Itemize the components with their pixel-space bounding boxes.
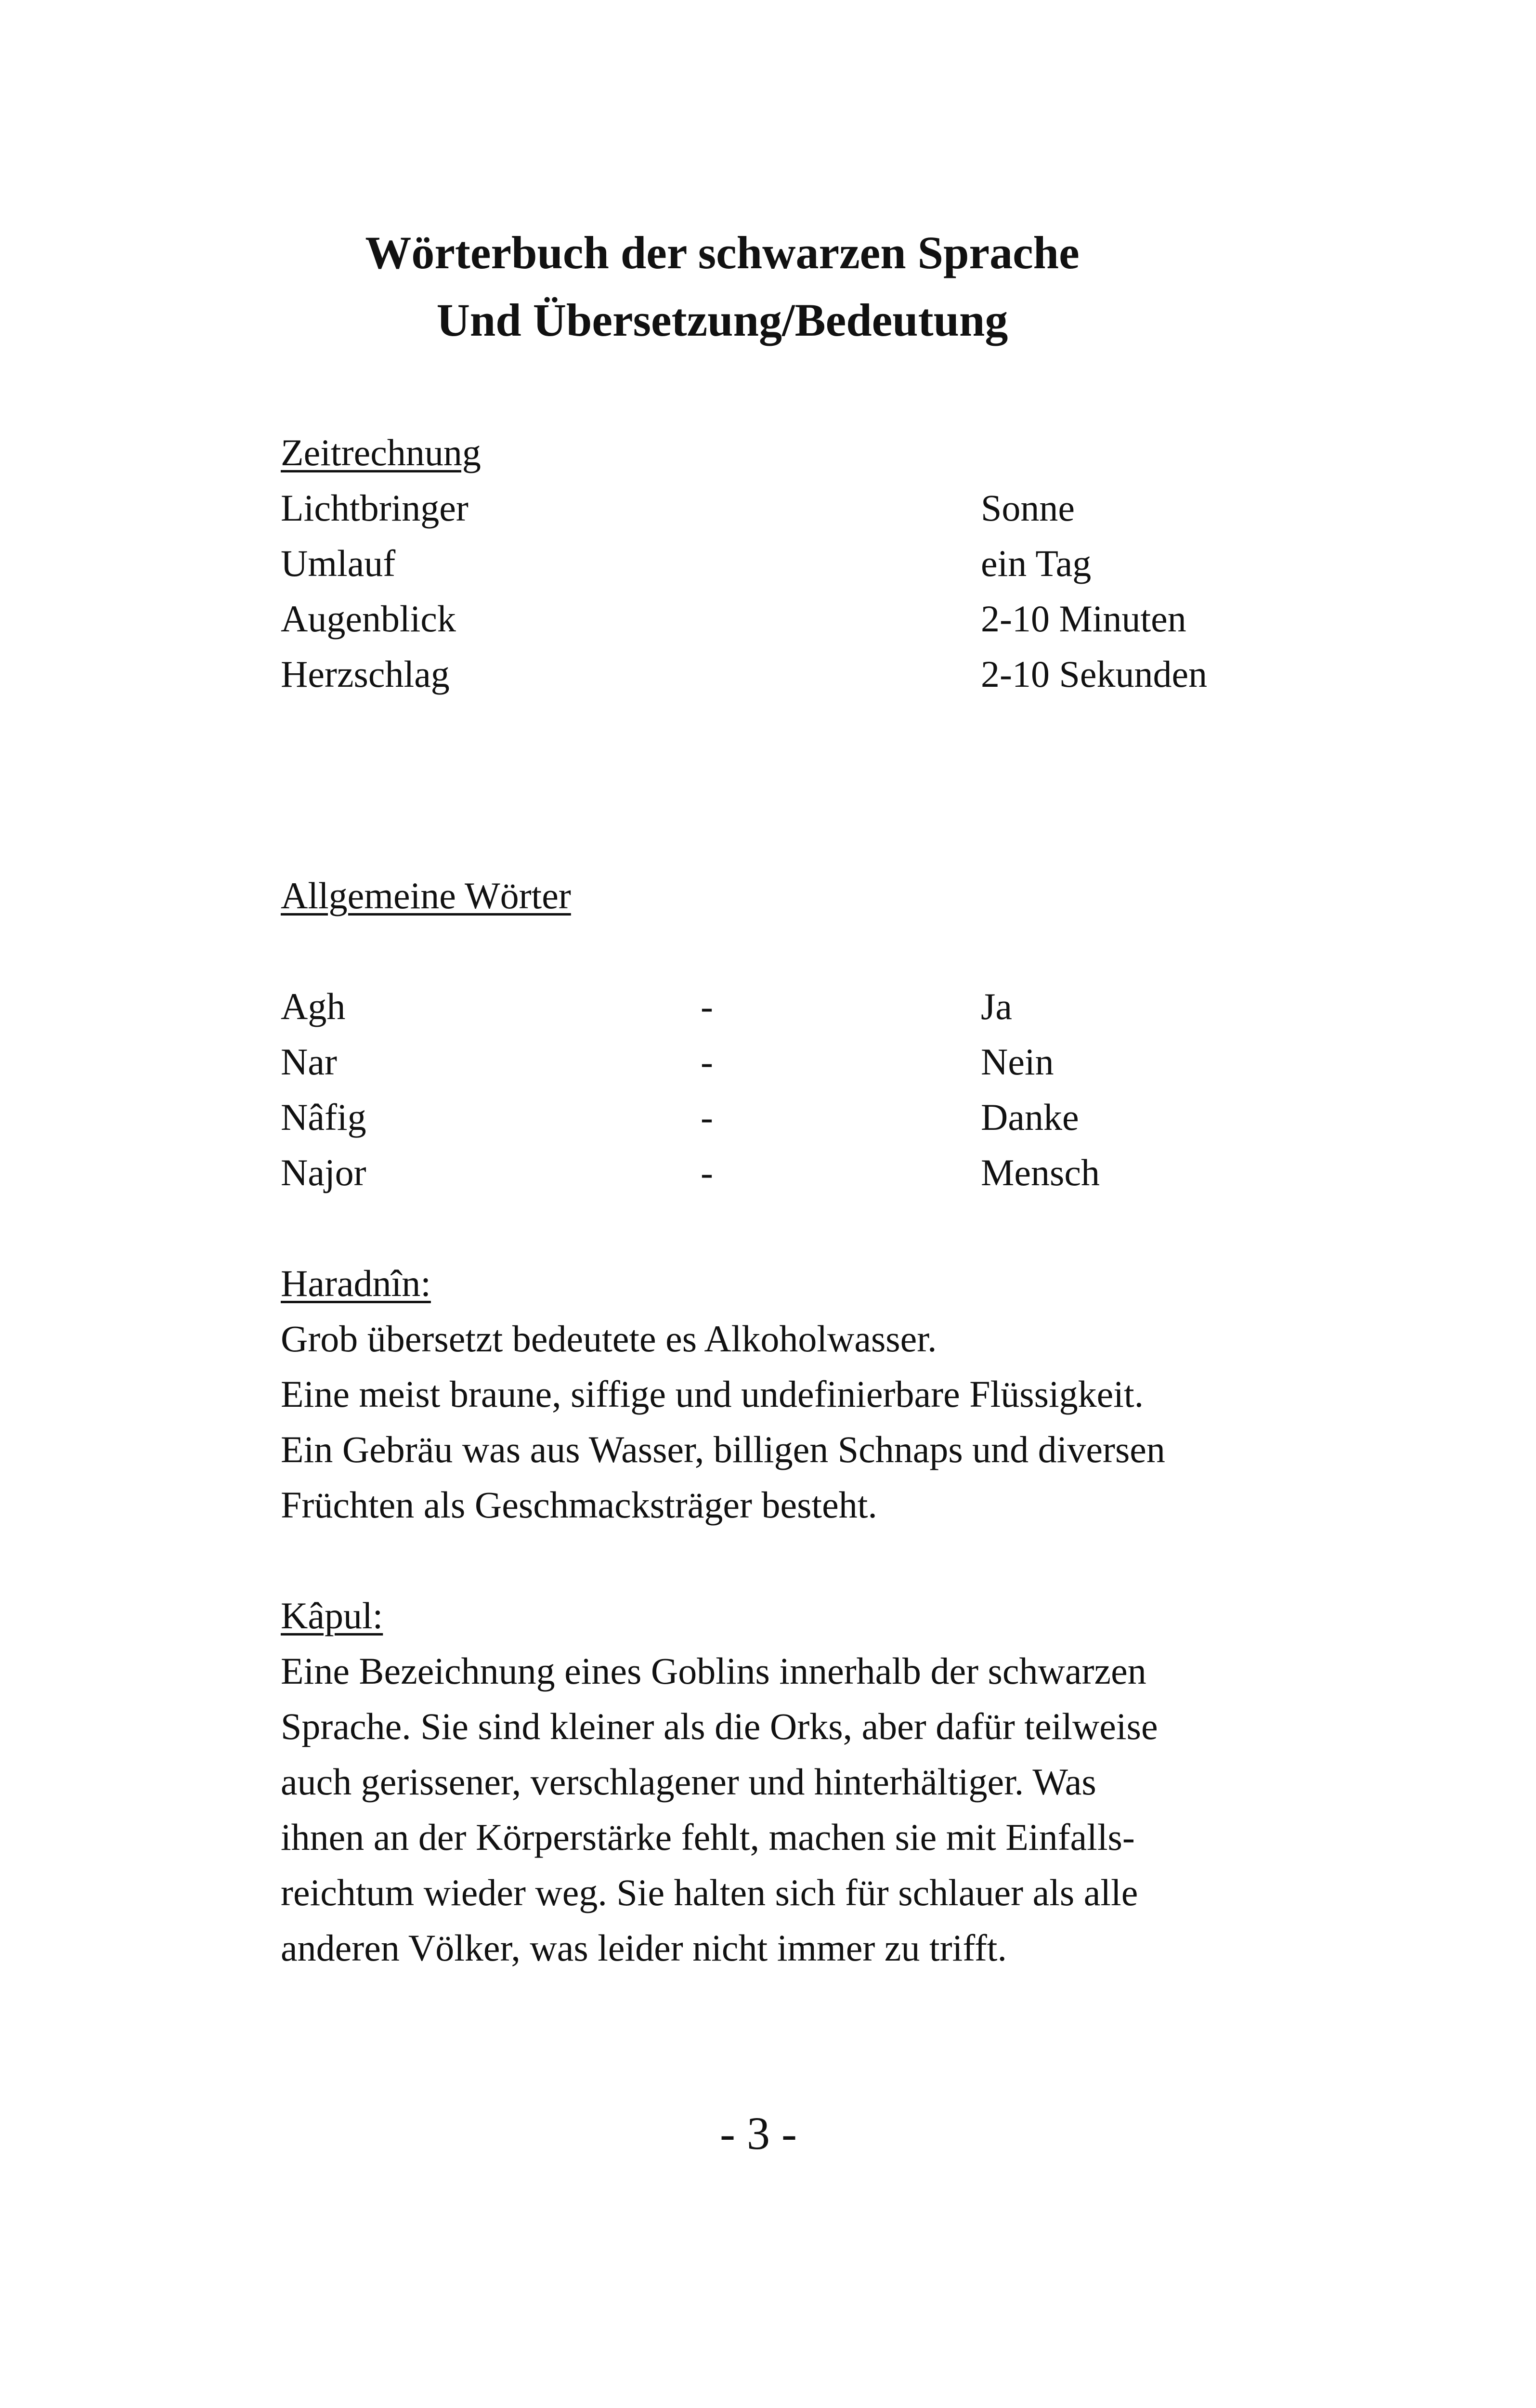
zeitrechnung-meaning: 2-10 Minuten: [981, 598, 1186, 640]
entry-text-line: Sprache. Sie sind kleiner als die Orks, aber dafür teilweise: [281, 1705, 1158, 1747]
zeitrechnung-term: Lichtbringer: [281, 487, 469, 529]
zeitrechnung-meaning: 2-10 Sekunden: [981, 653, 1208, 695]
allgemein-dash: -: [701, 985, 713, 1027]
entry-heading-haradnin: Haradnîn:: [281, 1262, 431, 1304]
allgemein-term: Agh: [281, 985, 346, 1027]
entry-text-line: ihnen an der Körperstärke fehlt, machen sie mit Einfalls-: [281, 1816, 1135, 1858]
allgemein-term: Nâfig: [281, 1096, 366, 1138]
allgemein-dash: -: [701, 1152, 713, 1193]
zeitrechnung-term: Umlauf: [281, 542, 396, 584]
zeitrechnung-meaning: ein Tag: [981, 542, 1092, 584]
entry-text-line: Ein Gebräu was aus Wasser, billigen Schnaps und diversen: [281, 1428, 1165, 1470]
allgemein-term: Nar: [281, 1041, 337, 1083]
zeitrechnung-term: Herzschlag: [281, 653, 450, 695]
zeitrechnung-term: Augenblick: [281, 598, 456, 640]
zeitrechnung-meaning: Sonne: [981, 487, 1075, 529]
allgemein-meaning: Mensch: [981, 1152, 1100, 1193]
allgemein-meaning: Nein: [981, 1041, 1054, 1083]
entry-text-line: anderen Völker, was leider nicht immer zu trifft.: [281, 1927, 1007, 1969]
section-heading-allgemeine-woerter: Allgemeine Wörter: [281, 875, 571, 916]
allgemein-dash: -: [701, 1096, 713, 1138]
entry-text-line: reichtum wieder weg. Sie halten sich für schlauer als alle: [281, 1871, 1138, 1913]
section-heading-zeitrechnung: Zeitrechnung: [281, 432, 481, 473]
entry-text-line: auch gerissener, verschlagener und hinterhältiger. Was: [281, 1761, 1096, 1803]
entry-heading-kapul: Kâpul:: [281, 1595, 383, 1636]
entry-text-line: Eine meist braune, siffige und undefinierbare Flüssigkeit.: [281, 1373, 1144, 1415]
allgemein-meaning: Danke: [981, 1096, 1079, 1138]
document-title-line-1: Wörterbuch der schwarzen Sprache: [365, 227, 1080, 278]
document-title-line-2: Und Übersetzung/Bedeutung: [436, 294, 1008, 346]
allgemein-meaning: Ja: [981, 985, 1012, 1027]
entry-text-line: Eine Bezeichnung eines Goblins innerhalb der schwarzen: [281, 1650, 1146, 1692]
entry-text-line: Grob übersetzt bedeutete es Alkoholwasser.: [281, 1318, 937, 1360]
page-number: - 3 -: [720, 2107, 797, 2159]
allgemein-dash: -: [701, 1041, 713, 1083]
entry-text-line: Früchten als Geschmacksträger besteht.: [281, 1484, 877, 1526]
allgemein-term: Najor: [281, 1152, 366, 1193]
